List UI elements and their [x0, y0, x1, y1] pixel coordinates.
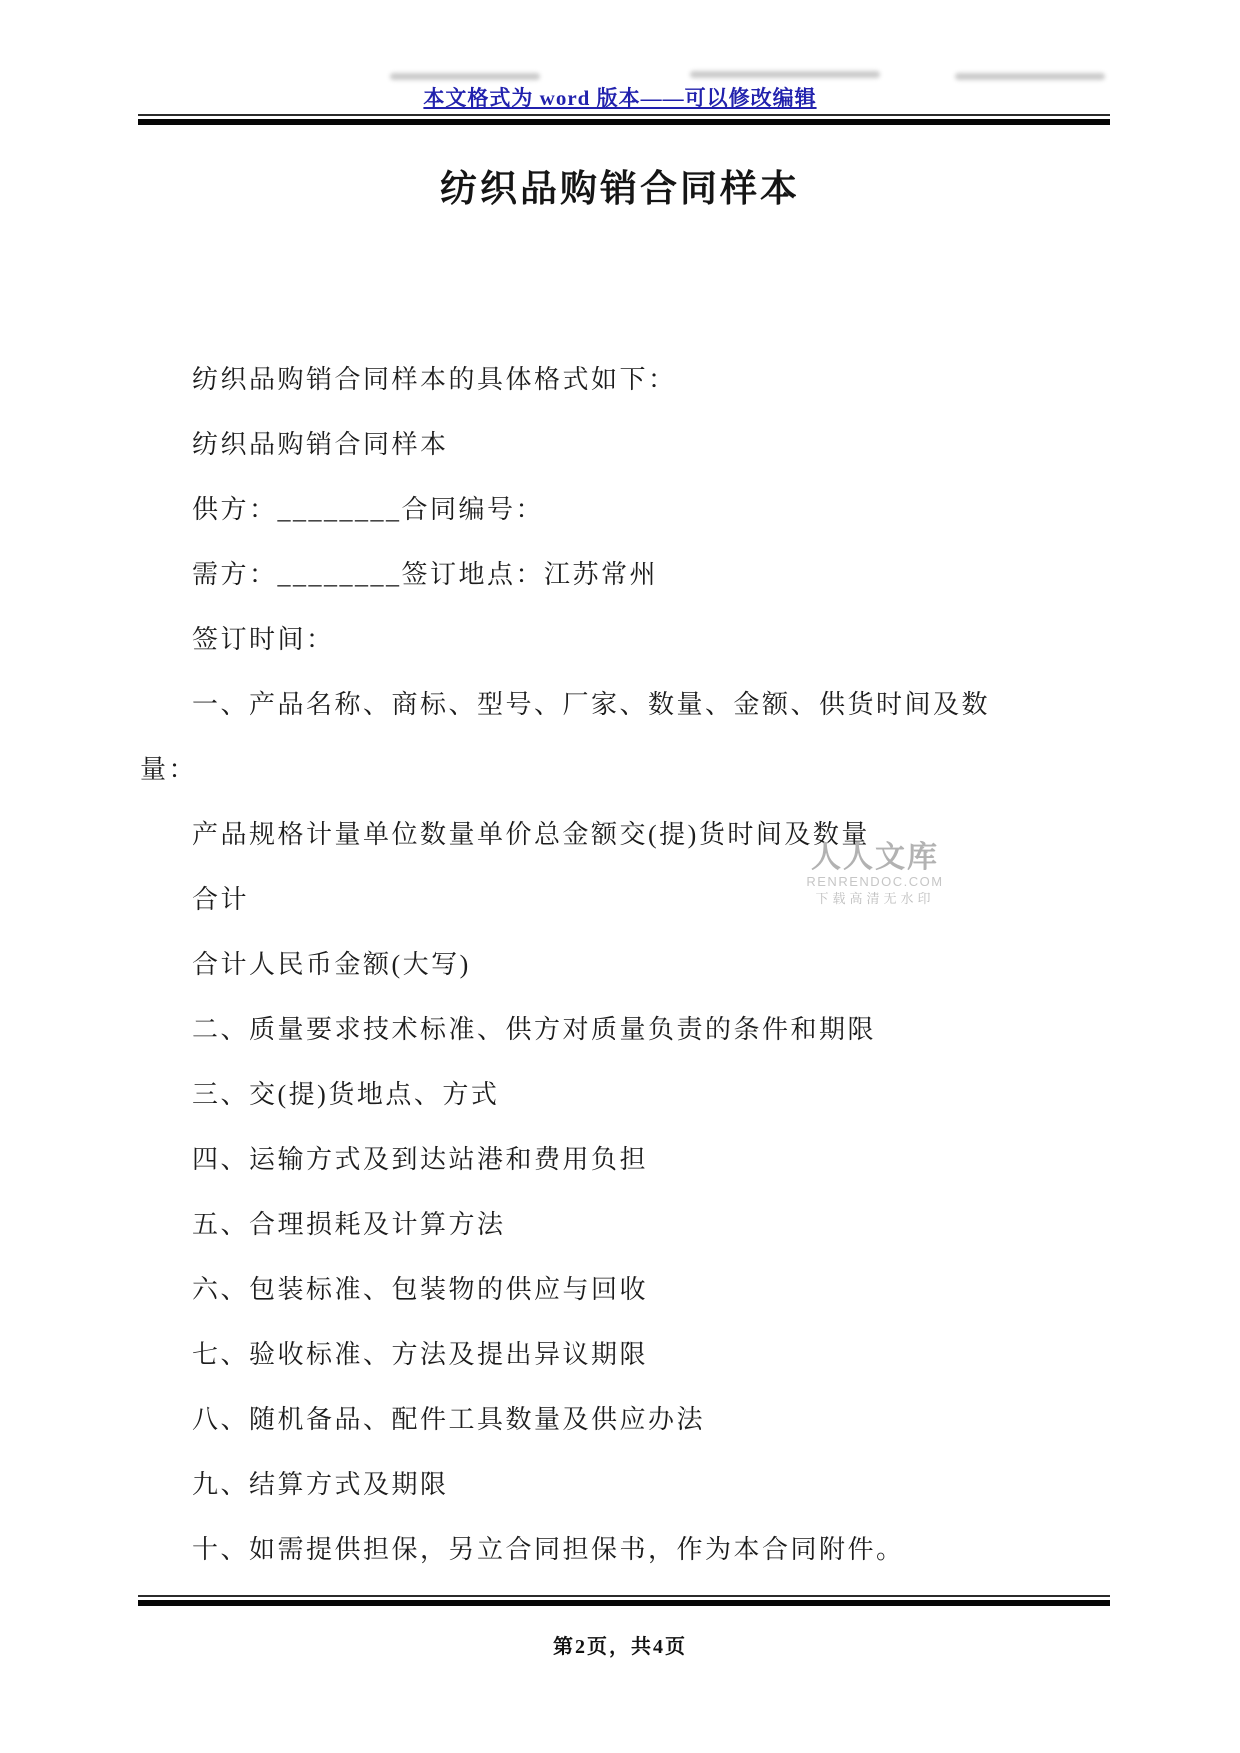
body-line: 需方：________签订地点：江苏常州: [192, 560, 659, 589]
body-line: 纺织品购销合同样本: [192, 430, 449, 459]
scan-artifact: [690, 71, 880, 78]
footer-rule-thick: [138, 1600, 1110, 1606]
body-line: 十、如需提供担保，另立合同担保书，作为本合同附件。: [192, 1535, 905, 1564]
body-line: 一、产品名称、商标、型号、厂家、数量、金额、供货时间及数: [192, 690, 991, 719]
document-body: [140, 347, 1108, 1582]
body-line-continuation: 量：: [140, 755, 198, 784]
body-line: 五、合理损耗及计算方法: [192, 1210, 506, 1239]
header-note: 本文格式为 word 版本——可以修改编辑: [423, 86, 817, 110]
body-line: 产品规格计量单位数量单价总金额交(提)货时间及数量: [192, 820, 870, 849]
document-title: 纺织品购销合同样本: [440, 169, 800, 210]
watermark-site: RENRENDOC.COM: [806, 874, 944, 889]
page-number: 第2页，共4页: [553, 1636, 687, 1658]
body-line: 九、结算方式及期限: [192, 1470, 449, 1499]
footer-rule-thin: [138, 1595, 1110, 1597]
body-line: 三、交(提)货地点、方式: [192, 1080, 500, 1109]
body-line: 合计: [192, 885, 250, 914]
body-line: 纺织品购销合同样本的具体格式如下：: [192, 365, 677, 394]
body-line: 二、质量要求技术标准、供方对质量负责的条件和期限: [192, 1015, 877, 1044]
body-line: 六、包装标准、包装物的供应与回收: [192, 1275, 649, 1304]
header-rule-thick: [138, 119, 1110, 125]
body-line: 八、随机备品、配件工具数量及供应办法: [192, 1405, 706, 1434]
body-line: 七、验收标准、方法及提出异议期限: [192, 1340, 649, 1369]
scan-artifact: [955, 73, 1105, 80]
body-line: 签订时间：: [192, 625, 335, 654]
scan-artifact: [390, 73, 540, 80]
watermark-logo-text: 人人文库: [811, 841, 939, 874]
watermark: [800, 842, 950, 907]
watermark-tagline: 下载高清无水印: [815, 891, 935, 906]
header-rule-thin: [138, 114, 1110, 116]
body-line: 供方：________合同编号：: [192, 495, 545, 524]
body-line: 合计人民币金额(大写): [192, 950, 471, 979]
body-line: 四、运输方式及到达站港和费用负担: [192, 1145, 649, 1174]
